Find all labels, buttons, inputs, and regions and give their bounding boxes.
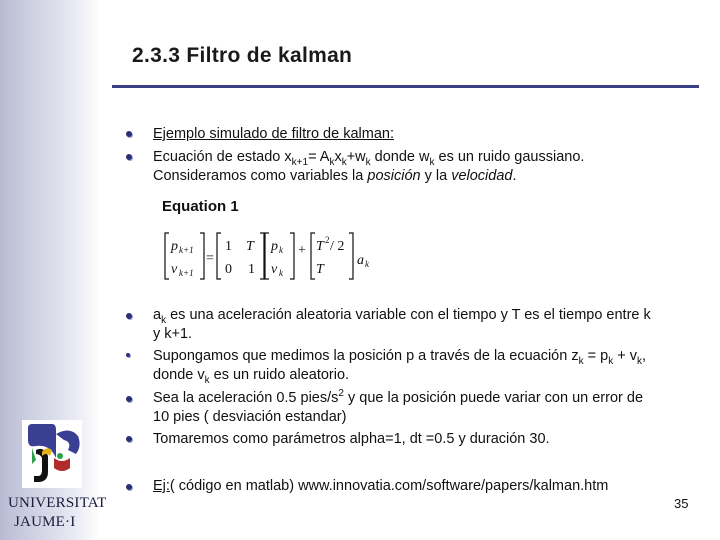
- equation-matrix: [162, 230, 392, 282]
- eq-p: p: [271, 239, 278, 254]
- measure-line-2: [153, 366, 349, 385]
- eq-sub: k: [365, 259, 369, 269]
- bracket-left-2: [217, 233, 221, 279]
- bullet-2: [126, 154, 132, 160]
- measure-part: ,: [641, 348, 646, 364]
- state-eq-part: +w: [346, 149, 366, 165]
- eq-v: v: [171, 262, 178, 277]
- eq-one: 1: [248, 262, 255, 277]
- measure-part: Supongamos que medimos la posición p a través de la ecuación z: [153, 348, 579, 364]
- measure-sub: k: [608, 355, 614, 367]
- eq-over2: / 2: [330, 239, 345, 254]
- state-eq-sub: k: [329, 156, 335, 168]
- eq-sub: k+1: [179, 245, 194, 255]
- accel-value-sup: 2: [338, 388, 344, 400]
- state-eq-sub: k+1: [291, 156, 309, 168]
- page-number: 35: [674, 496, 689, 511]
- bullet-3: [126, 313, 132, 319]
- eq-zero: 0: [225, 262, 232, 277]
- accel-value-part: y que la posición puede variar con un error de: [343, 390, 644, 406]
- accel-sub: k: [161, 314, 167, 326]
- eq-T: T: [316, 262, 324, 277]
- bracket-right-4: [349, 233, 353, 279]
- bullet-5: [126, 396, 132, 402]
- measure-sub: k: [204, 374, 210, 386]
- variables-em: velocidad: [451, 168, 513, 184]
- university-name: [8, 494, 107, 532]
- example-link[interactable]: Ej:: [153, 478, 170, 494]
- state-eq-sub: k: [365, 156, 371, 168]
- variables-em: posición: [367, 168, 421, 184]
- bullet-4: [126, 353, 130, 357]
- accel-part: a: [153, 307, 162, 323]
- state-eq-sub: k: [341, 156, 347, 168]
- variables-part: Consideramos como variables la: [153, 168, 368, 184]
- accel-line-2: y k+1.: [153, 326, 193, 342]
- variables-line: [153, 167, 517, 186]
- eq-T: T: [246, 239, 254, 254]
- state-eq-part: x: [334, 149, 342, 165]
- variables-part: .: [512, 168, 517, 184]
- eq-one: 1: [225, 239, 232, 254]
- params-line: Tomaremos como parámetros alpha=1, dt =0.5 y duración 30.: [153, 431, 550, 447]
- eq-sub: k+1: [179, 268, 194, 278]
- bracket-right-3: [290, 233, 294, 279]
- measure-part: = p: [583, 348, 609, 364]
- measure-sub: k: [636, 355, 642, 367]
- variables-part: y la: [420, 168, 452, 184]
- example-line: [153, 477, 608, 496]
- eq-a: a: [357, 253, 364, 268]
- slide-title: 2.3.3 Filtro de kalman: [132, 44, 353, 67]
- bracket-left-3: [265, 233, 269, 279]
- accel-value-line-2: 10 pies ( desviación estandar): [153, 409, 347, 425]
- university-name-line-1: UNIVERSITAT: [8, 495, 107, 511]
- state-eq-part: Ecuación de estado x: [153, 149, 292, 165]
- measure-part: es un ruido aleatorio.: [209, 367, 350, 383]
- eq-equals: =: [206, 251, 214, 266]
- intro-line: [153, 125, 394, 144]
- measure-line-1: [153, 347, 646, 366]
- eq-v: v: [271, 262, 278, 277]
- eq-T2: T: [316, 239, 324, 254]
- state-eq-sub: k: [429, 156, 435, 168]
- state-eq-part: donde w: [370, 149, 430, 165]
- accel-line-1: [153, 306, 651, 325]
- bracket-right-1: [200, 233, 204, 279]
- state-eq-part: es un ruido gaussiano.: [434, 149, 585, 165]
- accel-value-part: Sea la aceleración 0.5 pies/s: [153, 390, 339, 406]
- bullet-1: [126, 131, 132, 137]
- state-eq-part: = A: [308, 149, 330, 165]
- eq-p: p: [171, 239, 178, 254]
- bracket-left-1: [165, 233, 169, 279]
- eq-sub: k: [279, 245, 283, 255]
- bullet-6: [126, 436, 132, 442]
- accel-part: es una aceleración aleatoria variable con el tiempo y T es el tiempo entre k: [166, 307, 651, 323]
- title-rule: [112, 85, 699, 88]
- intro-text: Ejemplo simulado de filtro de kalman:: [153, 126, 394, 142]
- eq-sub: k: [279, 268, 283, 278]
- university-name-line-2: JAUME·I: [14, 514, 76, 530]
- measure-part: + v: [613, 348, 637, 364]
- bracket-right-2: [260, 233, 264, 279]
- equation-label: Equation 1: [162, 198, 239, 215]
- bullet-7: [126, 484, 132, 490]
- eq-plus: +: [298, 243, 306, 258]
- bracket-left-4: [311, 233, 315, 279]
- measure-sub: k: [578, 355, 584, 367]
- measure-part: donde v: [153, 367, 205, 383]
- state-equation-line: [153, 148, 584, 167]
- accel-value-line-1: [153, 389, 643, 408]
- example-text: ( código en matlab) www.innovatia.com/software/papers/kalman.htm: [169, 478, 609, 494]
- eq-sup: 2: [325, 235, 330, 245]
